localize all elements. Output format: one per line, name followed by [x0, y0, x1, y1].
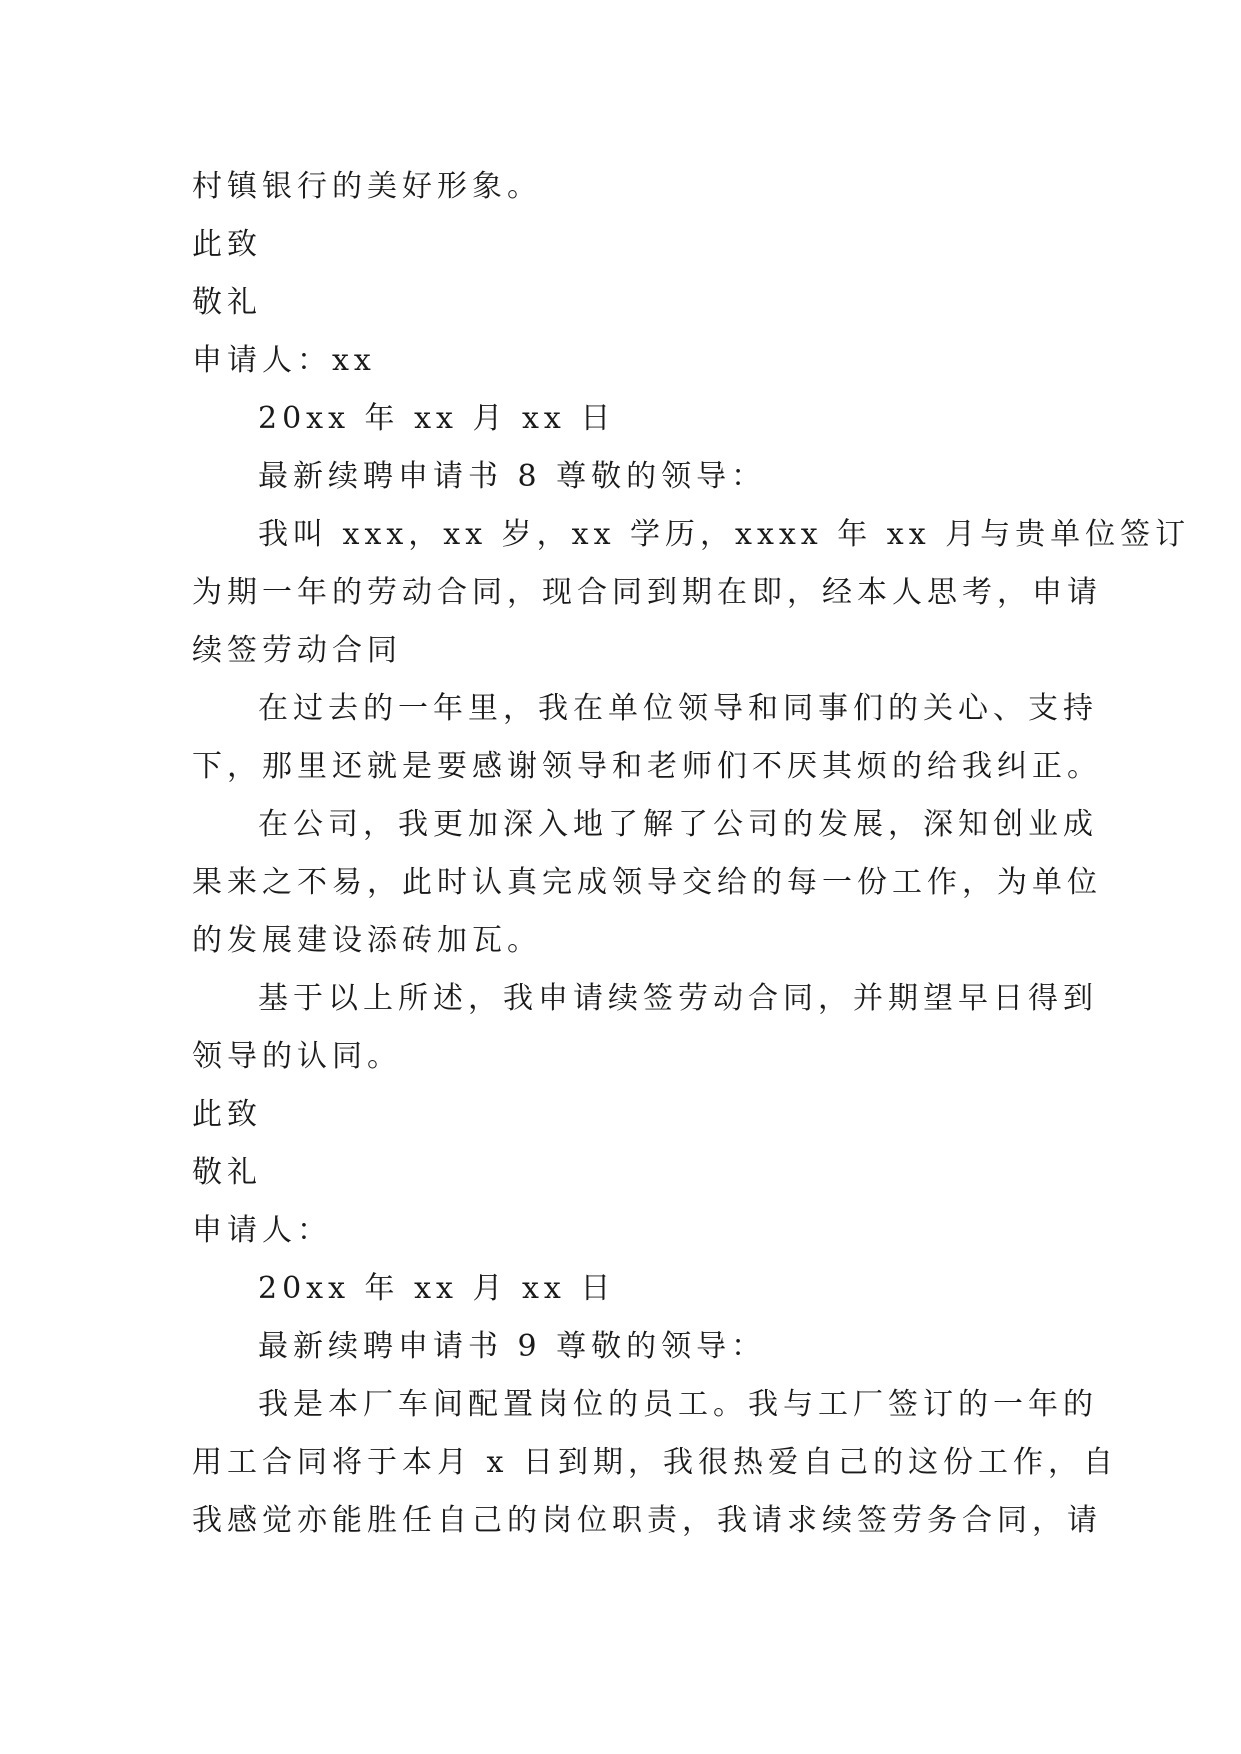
closing-regards: 敬礼: [192, 285, 262, 320]
text-line: 果来之不易，此时认真完成领导交给的每一份工作，为单位: [192, 865, 1102, 900]
date-line: 20xx 年 xx 月 xx 日: [258, 1271, 616, 1306]
text-line: 我感觉亦能胜任自己的岗位职责，我请求续签劳务合同，请: [192, 1503, 1102, 1538]
text-line: 的发展建设添砖加瓦。: [192, 923, 542, 958]
text-line: 我是本厂车间配置岗位的员工。我与工厂签订的一年的: [258, 1387, 1098, 1422]
section-heading: 最新续聘申请书 8 尊敬的领导：: [258, 459, 767, 494]
applicant-signature: 申请人：: [192, 1213, 332, 1248]
closing-regards: 敬礼: [192, 1155, 262, 1190]
closing-salutation: 此致: [192, 227, 262, 262]
text-line: 村镇银行的美好形象。: [192, 169, 542, 204]
text-line: 为期一年的劳动合同，现合同到期在即，经本人思考，申请: [192, 575, 1102, 610]
text-line: 我叫 xxx，xx 岁，xx 学历，xxxx 年 xx 月与贵单位签订: [258, 517, 1191, 552]
applicant-signature: 申请人：xx: [192, 343, 376, 378]
date-line: 20xx 年 xx 月 xx 日: [258, 401, 616, 436]
text-line: 用工合同将于本月 x 日到期，我很热爱自己的这份工作，自: [192, 1445, 1118, 1480]
text-line: 基于以上所述，我申请续签劳动合同，并期望早日得到: [258, 981, 1098, 1016]
text-line: 在过去的一年里，我在单位领导和同事们的关心、支持: [258, 691, 1098, 726]
closing-salutation: 此致: [192, 1097, 262, 1132]
section-heading: 最新续聘申请书 9 尊敬的领导：: [258, 1329, 767, 1364]
text-line: 在公司，我更加深入地了解了公司的发展，深知创业成: [258, 807, 1098, 842]
text-line: 续签劳动合同: [192, 633, 402, 668]
text-line: 下，那里还就是要感谢领导和老师们不厌其烦的给我纠正。: [192, 749, 1102, 784]
text-line: 领导的认同。: [192, 1039, 402, 1074]
